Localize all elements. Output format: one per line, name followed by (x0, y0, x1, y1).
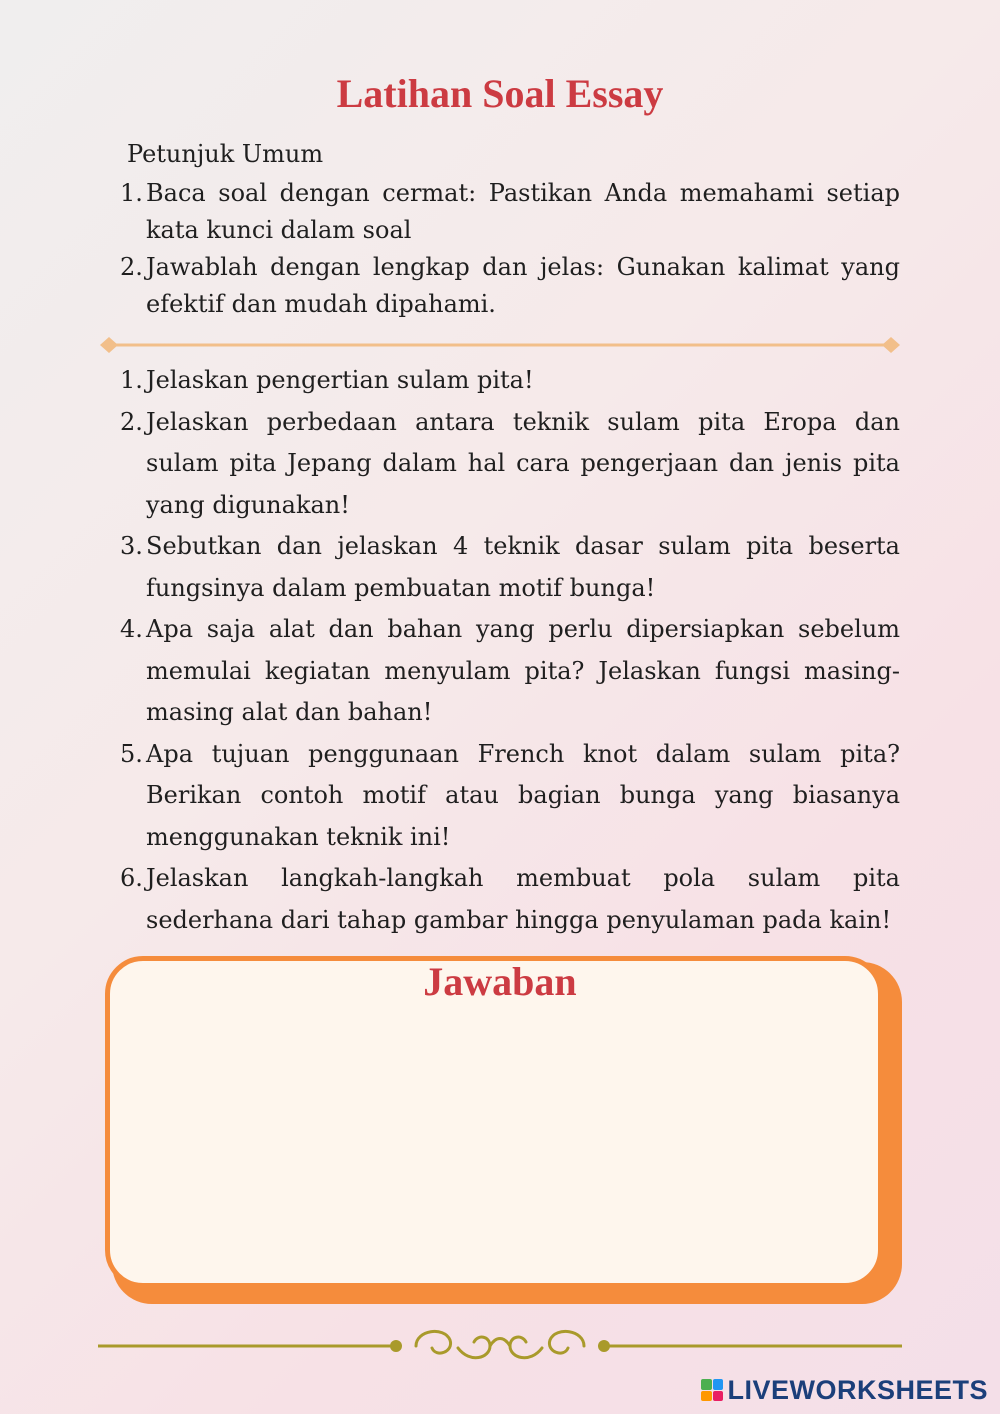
liveworksheets-logo-icon (701, 1379, 723, 1401)
instruction-number: 2. (120, 253, 143, 281)
question-number: 5. (120, 739, 143, 768)
questions-list (120, 360, 900, 941)
question-text: Jelaskan langkah-langkah membuat pola sulam pita sederhana dari tahap gambar hingga penyulaman pada kain! (146, 864, 900, 934)
answer-title: Jawaban (423, 959, 577, 1004)
question-number: 1. (120, 366, 143, 394)
answer-input[interactable] (135, 1020, 857, 1264)
instruction-text: Baca soal dengan cermat: Pastikan Anda memahami setiap kata kunci dalam soal (146, 179, 900, 244)
question-item (120, 858, 900, 941)
instructions-heading: Petunjuk Umum (127, 140, 324, 168)
question-text: Apa tujuan penggunaan French knot dalam sulam pita? Berikan contoh motif atau bagian bunga yang biasanya menggunakan teknik ini! (146, 739, 900, 851)
question-item (120, 402, 900, 527)
question-number: 3. (120, 532, 143, 560)
instruction-item (120, 249, 900, 323)
instruction-text: Jawablah dengan lengkap dan jelas: Gunakan kalimat yang efektif dan mudah dipahami. (146, 253, 900, 318)
question-text: Jelaskan perbedaan antara teknik sulam pita Eropa dan sulam pita Jepang dalam hal cara pengerjaan dan jenis pita yang digunakan! (146, 407, 900, 519)
instruction-number: 1. (120, 179, 143, 207)
question-text: Apa saja alat dan bahan yang perlu dipersiapkan sebelum memulai kegiatan menyulam pita? Jelaskan fungsi masing-masing alat dan bahan! (146, 615, 900, 726)
watermark-text: LIVEWORKSHEETS (727, 1374, 988, 1405)
question-text: Jelaskan pengertian sulam pita! (146, 366, 534, 394)
section-divider (100, 337, 900, 353)
question-item (120, 360, 900, 402)
question-item (120, 734, 900, 859)
flourish-ornament (98, 1318, 902, 1374)
instruction-item (120, 175, 900, 249)
question-number: 2. (120, 407, 143, 436)
question-item (120, 526, 900, 609)
question-item (120, 609, 900, 734)
question-number: 6. (120, 864, 143, 892)
instructions-list (120, 175, 900, 323)
liveworksheets-watermark (701, 1374, 988, 1406)
page-title: Latihan Soal Essay (336, 71, 664, 116)
question-text: Sebutkan dan jelaskan 4 teknik dasar sulam pita beserta fungsinya dalam pembuatan motif bunga! (146, 532, 900, 602)
question-number: 4. (120, 615, 143, 643)
